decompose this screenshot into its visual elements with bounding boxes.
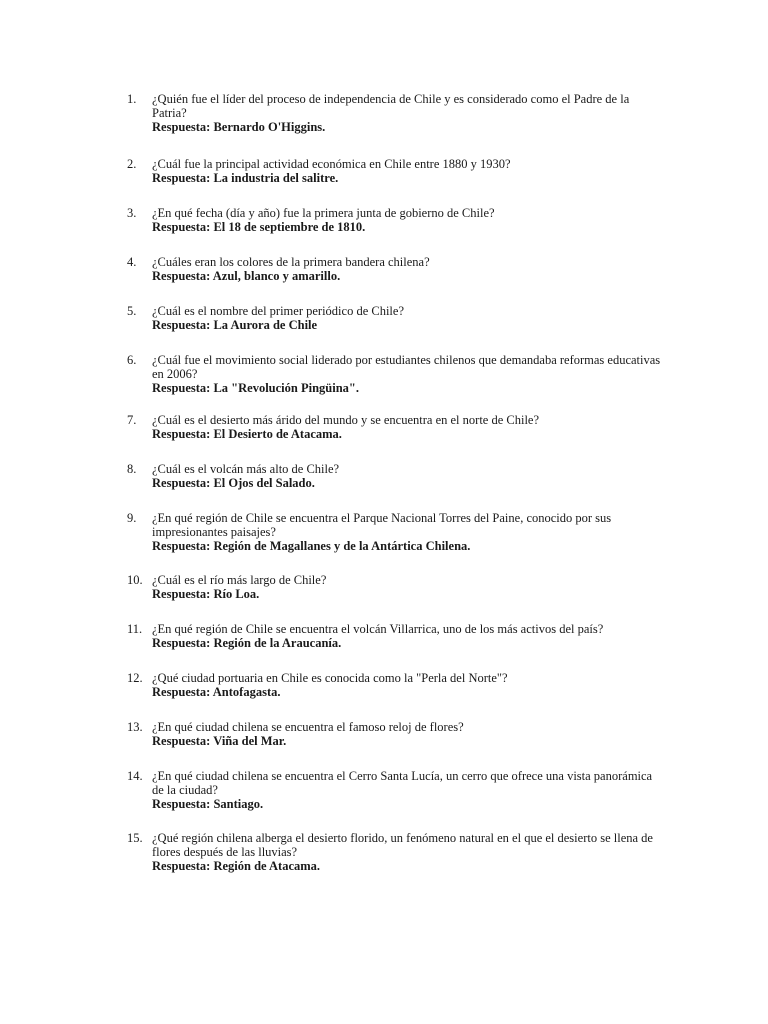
answer-text: Región de Atacama. [213,859,321,873]
answer-text: El Desierto de Atacama. [213,427,342,441]
question-number: 9. [127,511,137,525]
question-item [127,671,667,699]
question-item [127,255,667,283]
question-item [127,511,667,553]
question-body [152,92,667,134]
question-body [152,511,667,553]
answer-line [152,685,667,699]
answer-text: Antofagasta. [212,685,281,699]
answer-line [152,476,667,490]
question-number: 11. [127,622,143,636]
question-text: ¿Cuál es el río más largo de Chile? [152,573,327,587]
question-text: ¿Cuál es el volcán más alto de Chile? [152,462,340,476]
answer-text: Río Loa. [213,587,260,601]
question-body [152,206,667,234]
question-text: ¿En qué región de Chile se encuentra el Parque Nacional Torres del Paine, conocido por sus impresionantes paisajes? [152,511,612,539]
question-number: 14. [127,769,143,783]
answer-line [152,859,667,873]
answer-label: Respuesta: [152,734,211,748]
answer-line [152,734,667,748]
question-number: 7. [127,413,137,427]
answer-label: Respuesta: [152,685,211,699]
question-text: ¿Cuál es el desierto más árido del mundo y se encuentra en el norte de Chile? [152,413,540,427]
question-text: ¿Cuál fue el movimiento social liderado por estudiantes chilenos que demandaba reformas educativas en 2006? [152,353,661,381]
answer-label: Respuesta: [152,120,211,134]
answer-label: Respuesta: [152,269,211,283]
answer-line [152,318,667,332]
question-body [152,353,667,395]
answer-line [152,120,667,134]
question-item [127,573,667,601]
answer-line [152,539,667,553]
question-body [152,157,667,185]
question-text: ¿Quién fue el líder del proceso de independencia de Chile y es considerado como el Padre de la Patria? [152,92,630,120]
question-number: 10. [127,573,143,587]
answer-text: Bernardo O'Higgins. [213,120,326,134]
question-body [152,255,667,283]
question-text: ¿Qué ciudad portuaria en Chile es conocida como la "Perla del Norte"? [152,671,508,685]
question-number: 12. [127,671,143,685]
question-text: ¿En qué ciudad chilena se encuentra el famoso reloj de flores? [152,720,464,734]
question-item [127,92,667,134]
answer-line [152,427,667,441]
question-item [127,206,667,234]
question-number: 8. [127,462,137,476]
question-number: 4. [127,255,137,269]
question-item [127,720,667,748]
answer-label: Respuesta: [152,220,211,234]
answer-line [152,171,667,185]
question-item [127,353,667,395]
answer-label: Respuesta: [152,587,211,601]
answer-label: Respuesta: [152,636,211,650]
question-number: 2. [127,157,137,171]
answer-line [152,381,667,395]
question-text: ¿Qué región chilena alberga el desierto florido, un fenómeno natural en el que el desierto se llena de flores después de las lluvias? [152,831,653,859]
question-text: ¿En qué ciudad chilena se encuentra el Cerro Santa Lucía, un cerro que ofrece una vista panorámica de la ciudad? [152,769,653,797]
answer-text: Viña del Mar. [213,734,287,748]
answer-text: La "Revolución Pingüina". [213,381,359,395]
question-item [127,304,667,332]
answer-label: Respuesta: [152,797,211,811]
answer-label: Respuesta: [152,318,211,332]
question-text: ¿Cuáles eran los colores de la primera bandera chilena? [152,255,430,269]
question-number: 6. [127,353,137,367]
question-body [152,769,667,811]
answer-text: La industria del salitre. [213,171,339,185]
question-number: 3. [127,206,137,220]
answer-line [152,797,667,811]
question-text: ¿Cuál fue la principal actividad económica en Chile entre 1880 y 1930? [152,157,511,171]
answer-label: Respuesta: [152,171,211,185]
question-text: ¿En qué fecha (día y año) fue la primera junta de gobierno de Chile? [152,206,495,220]
answer-label: Respuesta: [152,859,211,873]
question-item [127,769,667,811]
question-text: ¿En qué región de Chile se encuentra el volcán Villarrica, uno de los más activos del país? [152,622,604,636]
question-number: 13. [127,720,143,734]
answer-label: Respuesta: [152,381,211,395]
question-item [127,157,667,185]
question-number: 15. [127,831,143,845]
answer-text: Santiago. [213,797,264,811]
question-list [127,92,667,873]
question-item [127,413,667,441]
answer-text: Región de Magallanes y de la Antártica Chilena. [213,539,471,553]
answer-label: Respuesta: [152,539,211,553]
answer-text: La Aurora de Chile [213,318,318,332]
question-text: ¿Cuál es el nombre del primer periódico de Chile? [152,304,404,318]
answer-label: Respuesta: [152,427,211,441]
question-item [127,462,667,490]
question-body [152,573,667,601]
answer-text: El Ojos del Salado. [213,476,315,490]
answer-line [152,587,667,601]
question-body [152,304,667,332]
question-number: 1. [127,92,137,106]
question-item [127,831,667,873]
question-item [127,622,667,650]
answer-text: Azul, blanco y amarillo. [212,269,341,283]
question-body [152,671,667,699]
answer-label: Respuesta: [152,476,211,490]
question-body [152,831,667,873]
question-body [152,720,667,748]
question-body [152,622,667,650]
question-body [152,462,667,490]
question-body [152,413,667,441]
question-number: 5. [127,304,137,318]
answer-line [152,636,667,650]
answer-line [152,220,667,234]
answer-text: Región de la Araucanía. [213,636,342,650]
answer-text: El 18 de septiembre de 1810. [213,220,366,234]
answer-line [152,269,667,283]
